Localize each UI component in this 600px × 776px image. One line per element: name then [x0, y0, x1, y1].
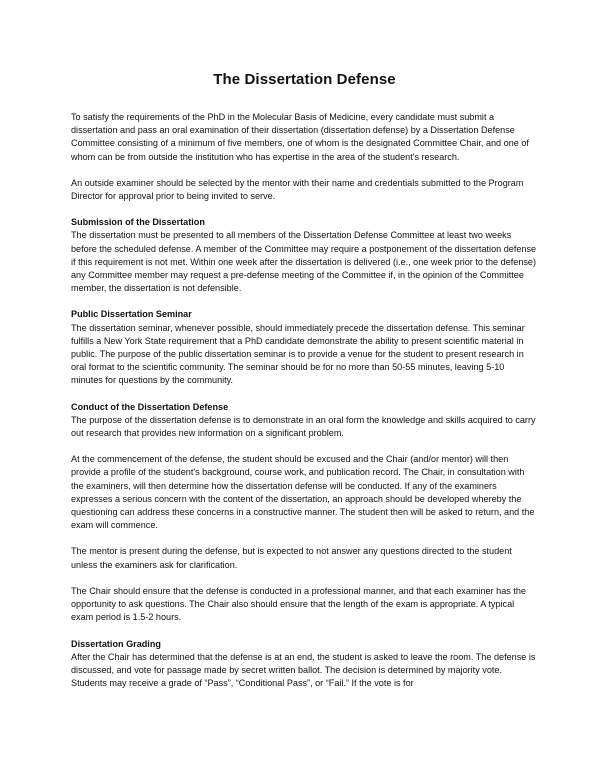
- section-heading: Conduct of the Dissertation Defense: [71, 401, 229, 412]
- section-paragraph: The Chair should ensure that the defense is conducted in a professional manner, and that each examiner has the opportunity to ask questions. The Chair also should ensure that the length of the exam is appropriate. A typical exam period is 1.5-2 hours.: [71, 585, 526, 623]
- intro-paragraph-1: To satisfy the requirements of the PhD in the Molecular Basis of Medicine, every candidate must submit a dissertation and pass an oral examination of their dissertation (dissertation defense) by a Dissertation Defense Committee consisting of a minimum of five members, one of whom is the designated Committee Chair, and one of whom can be from outside the institution who has expertise in the area of the student's research.: [71, 112, 529, 162]
- section-paragraph: The dissertation seminar, whenever possible, should immediately precede the dissertation defense. This seminar fulfills a New York State requirement that a PhD candidate demonstrate the ability to present scientific material in public. The purpose of the public dissertation seminar is to provide a venue for the student to present research in oral format to the scientific community. The seminar should be for no more than 50-55 minutes, leaving 5-10 minutes for questions by the community.: [71, 322, 525, 386]
- section-paragraph: At the commencement of the defense, the student should be excused and the Chair (and/or mentor) will then provide a profile of the student's background, course work, and publication record. The Chair, in consultation with the examiners, will then determine how the dissertation defense will be conducted. If any of the examiners expresses a serious concern with the content of the dissertation, an approach should be developed whereby the questioning can address these concerns in a constructive manner. The student then will be asked to return, and the exam will commence.: [71, 454, 535, 531]
- section-conduct: [71, 401, 538, 625]
- section-heading: Public Dissertation Seminar: [71, 309, 192, 320]
- section-paragraph: After the Chair has determined that the defense is at an end, the student is asked to leave the room. The defense is discussed, and vote for passage made by secret written ballot. The decision is determined by majority vote. Students may receive a grade of “Pass”, “Conditional Pass”, or “Fail.” If the vote is for: [71, 651, 536, 689]
- section-paragraph: The mentor is present during the defense, but is expected to not answer any questions directed to the student unless the examiners ask for clarification.: [71, 546, 512, 570]
- document-body: [71, 111, 538, 690]
- section-grading: [71, 638, 538, 691]
- section-heading: Submission of the Dissertation: [71, 217, 205, 228]
- section-heading: Dissertation Grading: [71, 638, 161, 649]
- section-submission: [71, 216, 538, 295]
- section-paragraph: The purpose of the dissertation defense is to demonstrate in an oral form the knowledge and skills acquired to carry out research that provides new information on a significant problem.: [71, 414, 536, 439]
- section-public-seminar: [71, 308, 538, 387]
- page-title: The Dissertation Defense: [213, 71, 396, 88]
- section-paragraph: The dissertation must be presented to all members of the Dissertation Defense Committee at least two weeks before the scheduled defense. A member of the Committee may require a postponement of the dissertation defense if this requirement is not met. Within one week after the dissertation is delivered (i.e., one week prior to the defense) any Committee member may request a pre-defense meeting of the Committee if, in the opinion of the Committee member, the dissertation is not defensible.: [71, 230, 537, 294]
- intro-paragraph-2: An outside examiner should be selected by the mentor with their name and credentials submitted to the Program Director for approval prior to being invited to serve.: [71, 177, 524, 202]
